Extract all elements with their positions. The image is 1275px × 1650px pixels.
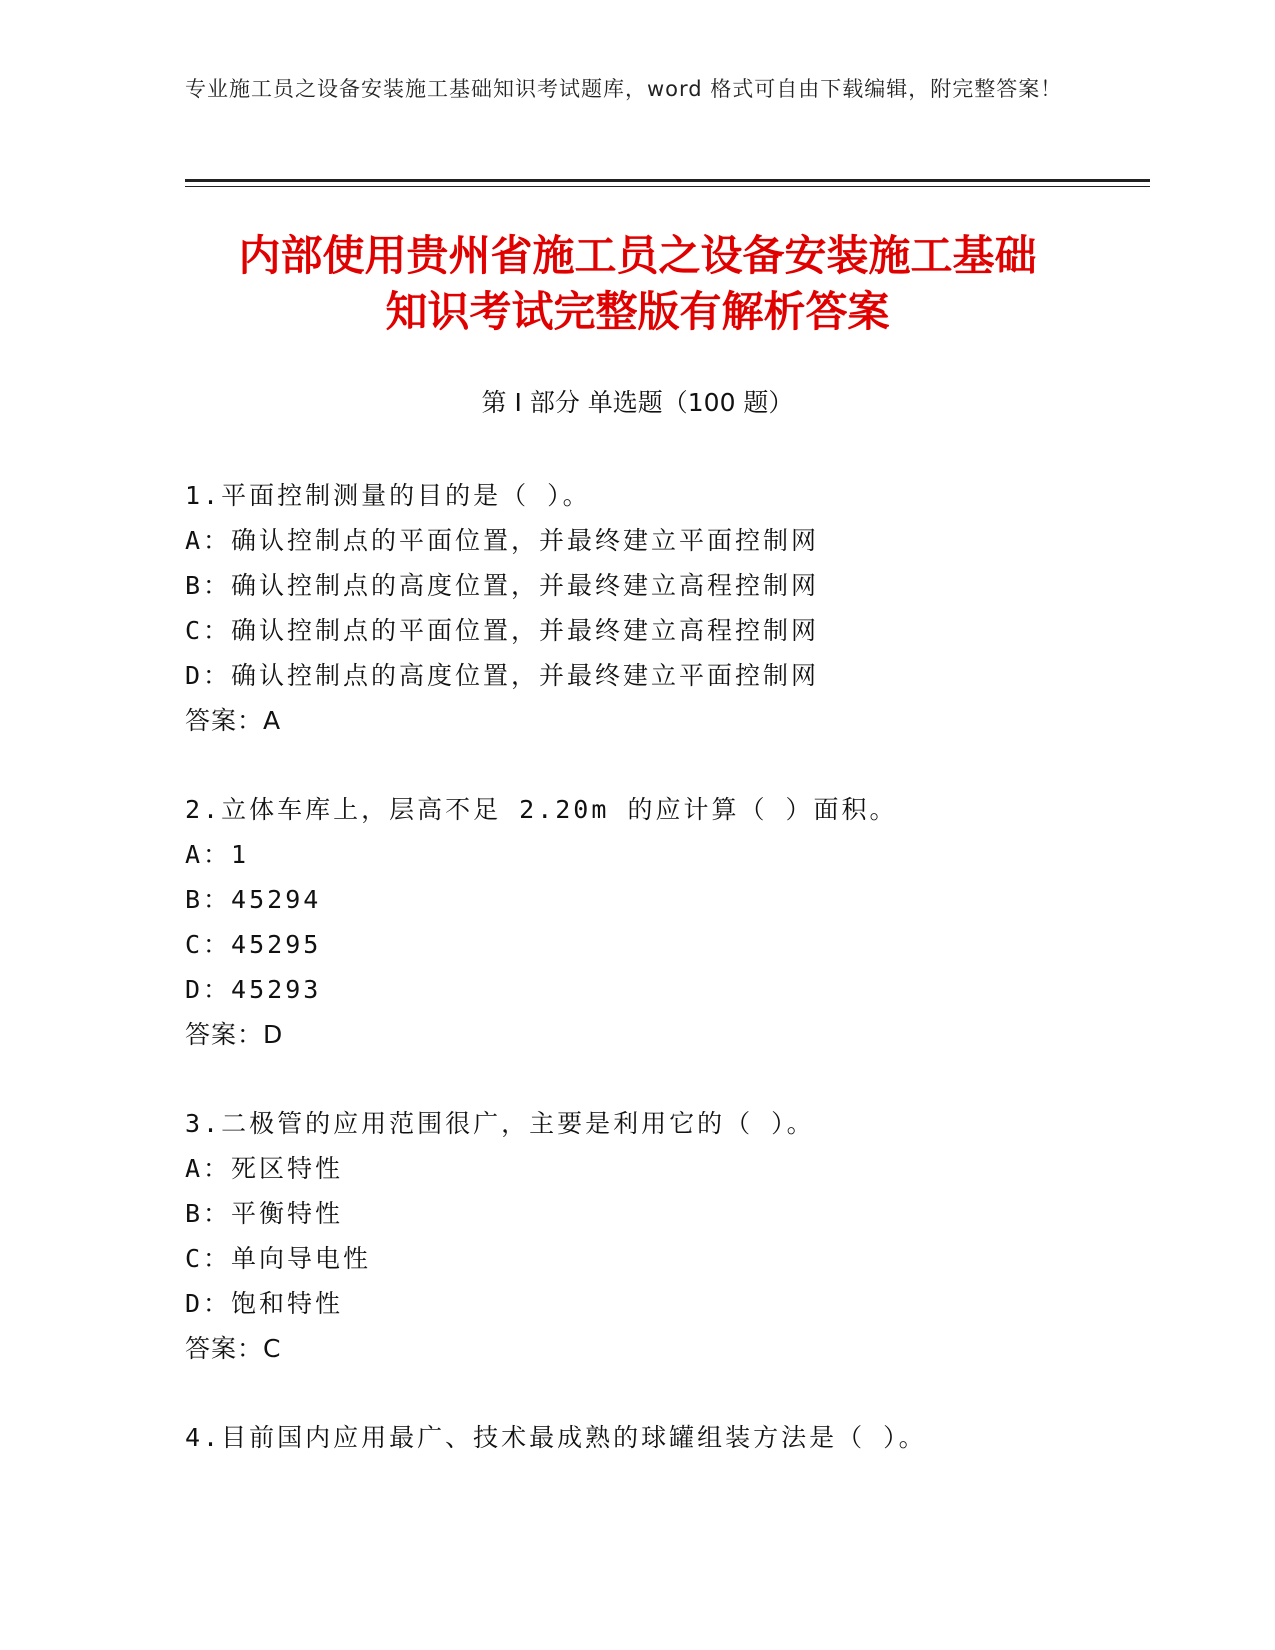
option-d: D：确认控制点的高度位置，并最终建立平面控制网 (185, 661, 820, 690)
document-title-line-2: 知识考试完整版有解析答案 (385, 287, 890, 336)
answer: 答案：C (185, 1334, 282, 1363)
option-c: C：单向导电性 (185, 1244, 372, 1273)
option-c: C：45295 (185, 930, 322, 959)
header-divider-thick (185, 179, 1150, 182)
option-a: A：死区特性 (185, 1154, 344, 1183)
answer: 答案：A (185, 706, 282, 735)
question-list (185, 473, 1145, 1504)
option-d: D：45293 (185, 975, 322, 1004)
question-4 (185, 1415, 1145, 1460)
header-note: 专业施工员之设备安装施工基础知识考试题库，word 格式可自由下载编辑，附完整答案！ (185, 77, 1063, 101)
option-c: C：确认控制点的平面位置，并最终建立高程控制网 (185, 616, 820, 645)
option-b: B：确认控制点的高度位置，并最终建立高程控制网 (185, 571, 820, 600)
question-1 (185, 473, 1145, 743)
header-divider-thin (185, 186, 1150, 187)
option-d: D：饱和特性 (185, 1289, 344, 1318)
question-3 (185, 1101, 1145, 1371)
section-heading: 第 I 部分 单选题（100 题） (481, 388, 794, 417)
question-2 (185, 787, 1145, 1057)
option-a: A：确认控制点的平面位置，并最终建立平面控制网 (185, 526, 820, 555)
question-stem: 4.目前国内应用最广、技术最成熟的球罐组装方法是（ ）。 (185, 1423, 927, 1452)
question-stem: 1.平面控制测量的目的是（ ）。 (185, 481, 591, 510)
option-b: B：45294 (185, 885, 322, 914)
option-b: B：平衡特性 (185, 1199, 344, 1228)
question-stem: 3.二极管的应用范围很广，主要是利用它的（ ）。 (185, 1109, 815, 1138)
document-title (100, 228, 1175, 340)
question-stem: 2.立体车库上，层高不足 2.20m 的应计算（ ）面积。 (185, 795, 898, 824)
document-title-line-1: 内部使用贵州省施工员之设备安装施工基础 (238, 231, 1037, 280)
answer: 答案：D (185, 1020, 284, 1049)
option-a: A：1 (185, 840, 250, 869)
